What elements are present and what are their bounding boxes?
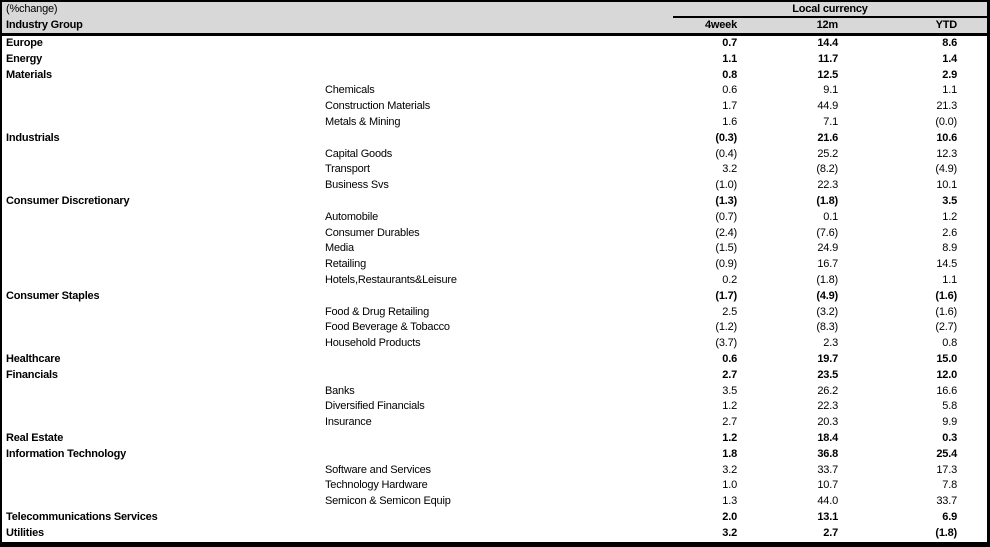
- row-label: Industrials: [6, 131, 60, 144]
- value-12m: 21.6: [817, 131, 838, 144]
- value-4week: 0.6: [722, 352, 737, 365]
- row-label: Materials: [6, 68, 52, 81]
- value-ytd: 0.3: [942, 431, 957, 444]
- value-ytd: 3.5: [942, 194, 957, 207]
- value-ytd: 33.7: [936, 495, 957, 508]
- table-row: [2, 447, 987, 463]
- value-ytd: 16.6: [936, 384, 957, 397]
- table-row: [2, 36, 987, 52]
- header-row-columns: [2, 18, 987, 33]
- value-4week: (1.7): [715, 289, 737, 302]
- value-4week: 1.8: [722, 447, 737, 460]
- row-label: Telecommunications Services: [6, 510, 158, 523]
- column-header-ytd: YTD: [935, 19, 957, 31]
- row-label: Food Beverage & Tobacco: [325, 321, 450, 334]
- value-12m: (8.2): [816, 163, 838, 176]
- table-row: [2, 368, 987, 384]
- value-4week: (3.7): [715, 337, 737, 350]
- value-ytd: (2.7): [935, 321, 957, 334]
- row-label: Software and Services: [325, 463, 431, 476]
- value-12m: (7.6): [816, 226, 838, 239]
- row-label: Financials: [6, 368, 58, 381]
- value-4week: (2.4): [715, 226, 737, 239]
- value-ytd: 25.4: [936, 447, 957, 460]
- value-4week: 3.2: [722, 163, 737, 176]
- row-label: Europe: [6, 37, 43, 49]
- value-12m: 26.2: [817, 384, 838, 397]
- value-ytd: 0.8: [942, 337, 957, 350]
- value-4week: (1.0): [715, 179, 737, 192]
- value-ytd: 10.1: [936, 179, 957, 192]
- value-12m: 44.0: [817, 495, 838, 508]
- row-label: Healthcare: [6, 352, 61, 365]
- value-4week: (0.7): [715, 210, 737, 223]
- row-label: Diversified Financials: [325, 400, 425, 413]
- table-row: [2, 289, 987, 305]
- row-label: Consumer Staples: [6, 289, 100, 302]
- value-ytd: (1.8): [935, 526, 957, 539]
- value-4week: 1.6: [722, 115, 737, 128]
- row-label: Capital Goods: [325, 147, 393, 160]
- table-row: [2, 162, 987, 178]
- value-12m: (1.8): [816, 194, 838, 207]
- table-row: [2, 52, 987, 68]
- row-label: Consumer Durables: [325, 226, 420, 239]
- row-label: Energy: [6, 52, 43, 65]
- value-ytd: 10.6: [936, 131, 957, 144]
- value-4week: (1.5): [715, 242, 737, 255]
- value-4week: 1.0: [722, 479, 737, 492]
- value-12m: (1.8): [816, 273, 838, 286]
- value-12m: 22.3: [817, 179, 838, 192]
- row-label: Automobile: [325, 210, 379, 223]
- row-label: Business Svs: [325, 179, 389, 192]
- value-4week: 0.2: [722, 273, 737, 286]
- table-row: [2, 399, 987, 415]
- table-row: [2, 336, 987, 352]
- value-12m: (8.3): [816, 321, 838, 334]
- local-currency-header: Local currency: [673, 2, 987, 18]
- value-4week: 2.0: [722, 510, 737, 523]
- value-12m: 0.1: [823, 210, 838, 223]
- value-12m: 2.7: [823, 526, 838, 539]
- row-label: Household Products: [325, 337, 421, 350]
- table-row: [2, 83, 987, 99]
- value-4week: 1.1: [722, 52, 737, 65]
- value-ytd: 12.0: [936, 368, 957, 381]
- table-row: [2, 99, 987, 115]
- value-12m: 20.3: [817, 416, 838, 429]
- value-4week: 0.7: [722, 37, 737, 49]
- row-label: Semicon & Semicon Equip: [325, 495, 451, 508]
- value-ytd: 21.3: [936, 100, 957, 113]
- value-12m: 22.3: [817, 400, 838, 413]
- value-12m: 33.7: [817, 463, 838, 476]
- row-label: Insurance: [325, 416, 372, 429]
- value-12m: 25.2: [817, 147, 838, 160]
- table-row: [2, 68, 987, 84]
- table-row: [2, 115, 987, 131]
- row-label: Media: [325, 242, 354, 255]
- value-ytd: (0.0): [935, 115, 957, 128]
- value-ytd: 12.3: [936, 147, 957, 160]
- row-label: Banks: [325, 384, 355, 397]
- value-12m: 18.4: [817, 431, 838, 444]
- value-4week: 0.6: [722, 84, 737, 97]
- table-row: [2, 510, 987, 526]
- row-label: Utilities: [6, 526, 44, 539]
- row-label: Retailing: [325, 258, 367, 271]
- value-ytd: 1.2: [942, 210, 957, 223]
- value-ytd: 15.0: [936, 352, 957, 365]
- value-ytd: 8.9: [942, 242, 957, 255]
- value-12m: 44.9: [817, 100, 838, 113]
- value-ytd: 2.9: [942, 68, 957, 81]
- row-label: Information Technology: [6, 447, 127, 460]
- value-12m: 2.3: [823, 337, 838, 350]
- value-4week: 1.2: [722, 431, 737, 444]
- column-header-12m: 12m: [816, 19, 838, 31]
- value-ytd: (1.6): [935, 289, 957, 302]
- value-4week: 2.7: [722, 368, 737, 381]
- value-4week: 2.5: [722, 305, 737, 318]
- value-12m: 13.1: [817, 510, 838, 523]
- value-12m: 11.7: [817, 52, 838, 65]
- value-4week: (0.4): [715, 147, 737, 160]
- value-12m: 23.5: [817, 368, 838, 381]
- row-label: Consumer Discretionary: [6, 194, 130, 207]
- value-4week: (1.2): [715, 321, 737, 334]
- value-ytd: 1.1: [942, 273, 957, 286]
- pct-change-label: (%change): [6, 3, 58, 15]
- value-ytd: 14.5: [936, 258, 957, 271]
- table-row: [2, 226, 987, 242]
- value-4week: 1.2: [722, 400, 737, 413]
- value-4week: 3.5: [722, 384, 737, 397]
- value-4week: 1.3: [722, 495, 737, 508]
- table-body: [2, 36, 987, 542]
- value-ytd: 6.9: [942, 510, 957, 523]
- row-label: Real Estate: [6, 431, 64, 444]
- value-4week: 3.2: [722, 526, 737, 539]
- table-row: [2, 463, 987, 479]
- table-row: [2, 194, 987, 210]
- row-label: Metals & Mining: [325, 115, 401, 128]
- table-row: [2, 257, 987, 273]
- table-row: [2, 431, 987, 447]
- table-row: [2, 241, 987, 257]
- value-12m: 16.7: [817, 258, 838, 271]
- table-row: [2, 384, 987, 400]
- value-ytd: 1.1: [942, 84, 957, 97]
- table-row: [2, 320, 987, 336]
- table-row: [2, 494, 987, 510]
- value-ytd: 17.3: [936, 463, 957, 476]
- value-4week: (1.3): [715, 194, 737, 207]
- value-12m: 10.7: [817, 479, 838, 492]
- row-label: Construction Materials: [325, 100, 431, 113]
- table-row: [2, 352, 987, 368]
- value-4week: 2.7: [722, 416, 737, 429]
- industry-group-header: Industry Group: [6, 19, 83, 31]
- value-ytd: 7.8: [942, 479, 957, 492]
- row-label: Chemicals: [325, 84, 375, 97]
- row-label: Hotels,Restaurants&Leisure: [325, 273, 457, 286]
- table-row: [2, 305, 987, 321]
- value-12m: 14.4: [817, 37, 838, 49]
- value-12m: (4.9): [816, 289, 838, 302]
- value-12m: 7.1: [823, 115, 838, 128]
- table-row: [2, 210, 987, 226]
- table-row: [2, 526, 987, 542]
- value-12m: 19.7: [817, 352, 838, 365]
- value-12m: 24.9: [817, 242, 838, 255]
- value-12m: 12.5: [817, 68, 838, 81]
- value-12m: 36.8: [817, 447, 838, 460]
- row-label: Transport: [325, 163, 370, 176]
- table-row: [2, 478, 987, 494]
- value-12m: 9.1: [823, 84, 838, 97]
- table-header: [2, 2, 987, 36]
- table-row: [2, 147, 987, 163]
- row-label: Technology Hardware: [325, 479, 428, 492]
- value-4week: (0.3): [715, 131, 737, 144]
- value-ytd: (4.9): [935, 163, 957, 176]
- value-ytd: 1.4: [942, 52, 957, 65]
- value-ytd: 5.8: [942, 400, 957, 413]
- value-ytd: 8.6: [942, 37, 957, 49]
- row-label: Food & Drug Retailing: [325, 305, 430, 318]
- value-ytd: 9.9: [942, 416, 957, 429]
- table-row: [2, 131, 987, 147]
- header-row-top: [2, 2, 987, 18]
- table-row: [2, 415, 987, 431]
- value-4week: 1.7: [722, 100, 737, 113]
- value-4week: 0.8: [722, 68, 737, 81]
- value-ytd: 2.6: [942, 226, 957, 239]
- value-12m: (3.2): [816, 305, 838, 318]
- value-4week: 3.2: [722, 463, 737, 476]
- table-row: [2, 178, 987, 194]
- column-header-4week: 4week: [704, 19, 737, 31]
- value-4week: (0.9): [715, 258, 737, 271]
- table-row: [2, 273, 987, 289]
- value-ytd: (1.6): [935, 305, 957, 318]
